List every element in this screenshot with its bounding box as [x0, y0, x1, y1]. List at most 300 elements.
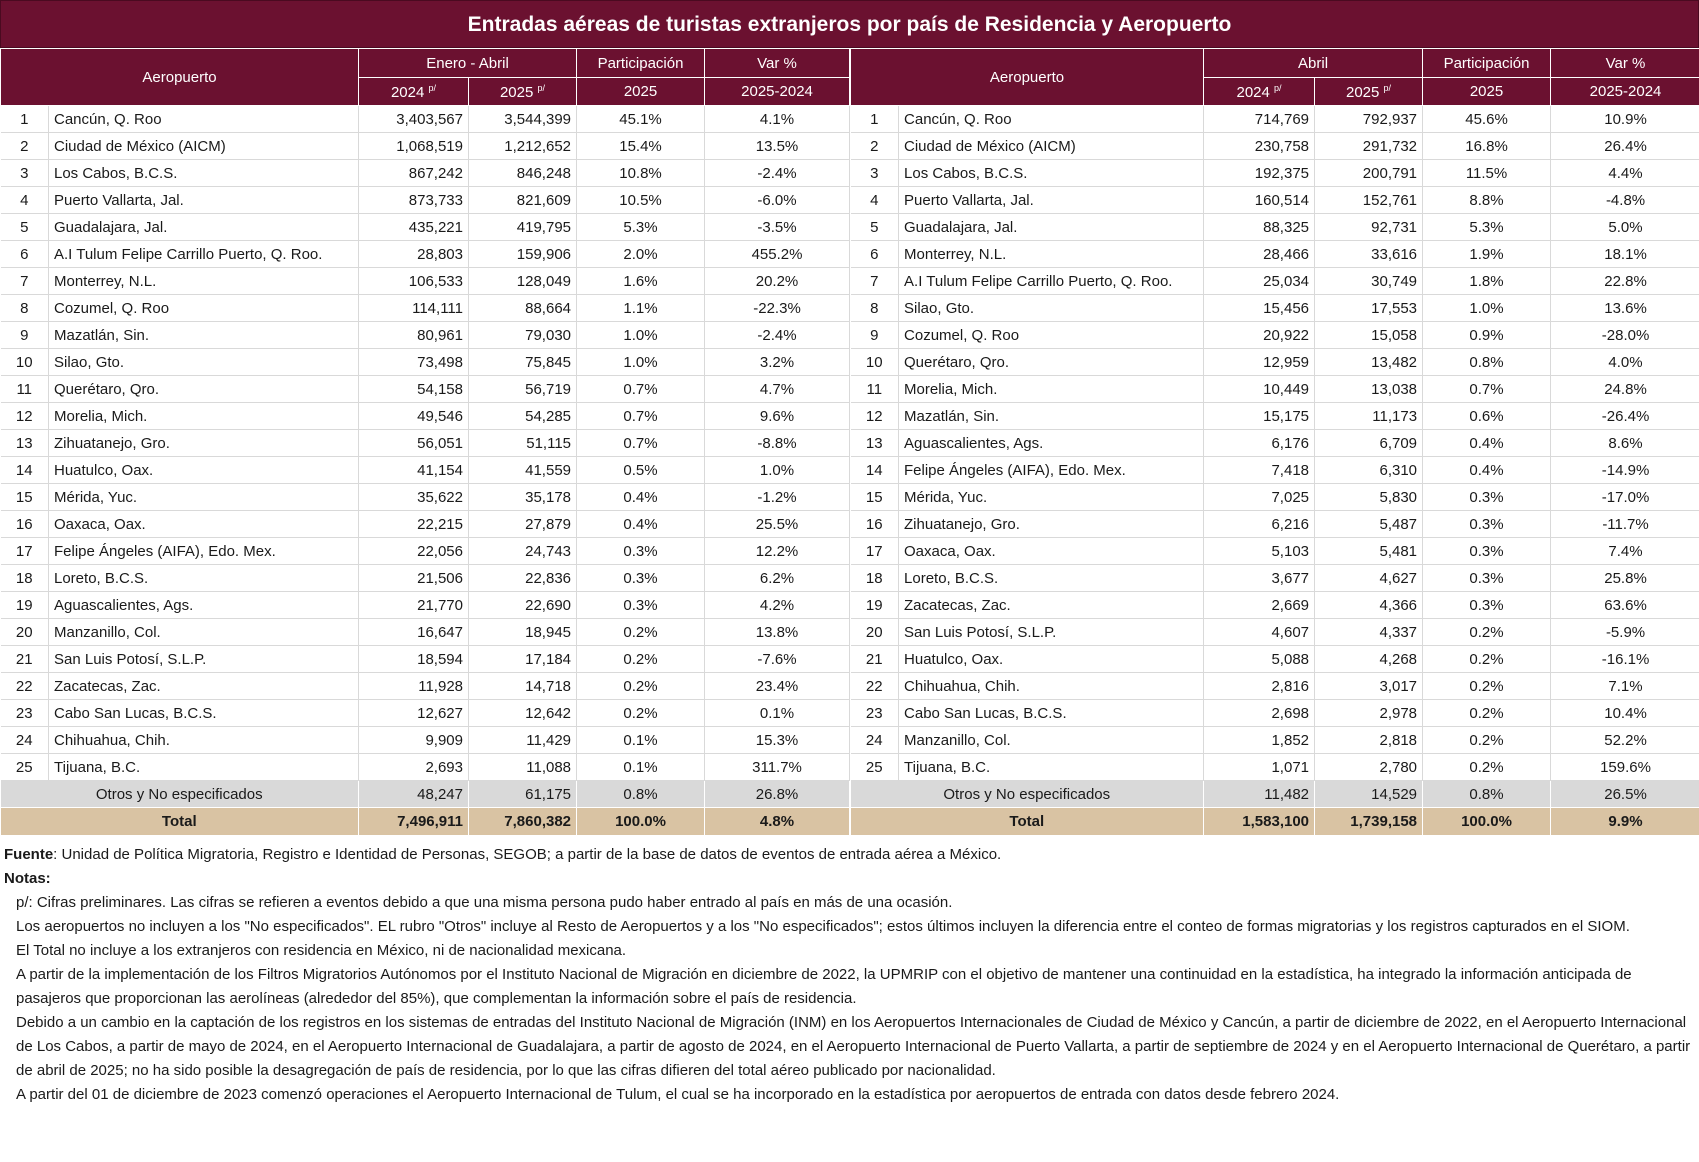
value-2025-cell: 30,749	[1315, 268, 1423, 295]
participacion-cell: 0.4%	[577, 484, 705, 511]
participacion-cell: 1.0%	[1423, 295, 1551, 322]
participacion-cell: 16.8%	[1423, 133, 1551, 160]
rank-cell: 4	[851, 187, 899, 214]
total-row	[1, 808, 850, 835]
rank-cell: 4	[1, 187, 49, 214]
rank-cell: 17	[851, 538, 899, 565]
rank-cell: 19	[851, 592, 899, 619]
participacion-cell: 11.5%	[1423, 160, 1551, 187]
value-2025-cell: 6,310	[1315, 457, 1423, 484]
table-row	[851, 592, 1699, 619]
rank-cell: 16	[851, 511, 899, 538]
value-2025-cell: 4,337	[1315, 619, 1423, 646]
airport-name-cell: Huatulco, Oax.	[49, 457, 359, 484]
var-cell: -5.9%	[1551, 619, 1699, 646]
value-2025-cell: 56,719	[469, 376, 577, 403]
rank-cell: 21	[851, 646, 899, 673]
var-cell: 13.8%	[705, 619, 850, 646]
airport-name-cell: Tijuana, B.C.	[899, 754, 1204, 781]
var-cell: 23.4%	[705, 673, 850, 700]
rank-cell: 1	[1, 106, 49, 133]
table-row	[851, 619, 1699, 646]
table-row	[1, 403, 850, 430]
airport-name-cell: A.I Tulum Felipe Carrillo Puerto, Q. Roo.	[899, 268, 1204, 295]
participacion-cell: 0.7%	[577, 376, 705, 403]
value-2024-cell: 49,546	[359, 403, 469, 430]
total-label: Total	[851, 808, 1204, 835]
col-header-2025: 2025 $^{p/}$	[1315, 78, 1423, 106]
var-cell: 9.9%	[1551, 808, 1699, 835]
table-row	[851, 754, 1699, 781]
table-row	[851, 241, 1699, 268]
table-row	[851, 214, 1699, 241]
table-row	[851, 646, 1699, 673]
value-2025-cell: 11,429	[469, 727, 577, 754]
table-row	[1, 160, 850, 187]
value-2025-cell: 35,178	[469, 484, 577, 511]
rank-cell: 23	[1, 700, 49, 727]
participacion-cell: 1.9%	[1423, 241, 1551, 268]
value-2025-cell: 12,642	[469, 700, 577, 727]
participacion-cell: 1.8%	[1423, 268, 1551, 295]
rank-cell: 12	[851, 403, 899, 430]
value-2025-cell: 41,559	[469, 457, 577, 484]
var-cell: 26.8%	[705, 781, 850, 808]
value-2025-cell: 821,609	[469, 187, 577, 214]
var-cell: 0.1%	[705, 700, 850, 727]
var-cell: 15.3%	[705, 727, 850, 754]
value-2024-cell: 3,677	[1204, 565, 1315, 592]
value-2024-cell: 1,068,519	[359, 133, 469, 160]
col-header-2025: 2025 $^{p/}$	[469, 78, 577, 106]
var-cell: -8.8%	[705, 430, 850, 457]
value-2025-cell: 11,088	[469, 754, 577, 781]
var-cell: 6.2%	[705, 565, 850, 592]
value-2024-cell: 15,175	[1204, 403, 1315, 430]
var-cell: -17.0%	[1551, 484, 1699, 511]
participacion-cell: 0.4%	[1423, 430, 1551, 457]
value-2024-cell: 21,770	[359, 592, 469, 619]
value-2025-cell: 13,482	[1315, 349, 1423, 376]
airport-name-cell: Cancún, Q. Roo	[899, 106, 1204, 133]
table-row	[851, 295, 1699, 322]
value-2025-cell: 419,795	[469, 214, 577, 241]
var-cell: -28.0%	[1551, 322, 1699, 349]
var-cell: -22.3%	[705, 295, 850, 322]
airport-name-cell: Puerto Vallarta, Jal.	[49, 187, 359, 214]
participacion-cell: 0.3%	[1423, 538, 1551, 565]
rank-cell: 10	[1, 349, 49, 376]
table-row	[851, 376, 1699, 403]
var-cell: 311.7%	[705, 754, 850, 781]
rank-cell: 11	[1, 376, 49, 403]
value-2024-cell: 22,056	[359, 538, 469, 565]
value-2025-cell: 24,743	[469, 538, 577, 565]
tables-container	[0, 48, 1699, 835]
value-2024-cell: 5,103	[1204, 538, 1315, 565]
note-line: A partir de la implementación de los Filtros Migratorios Autónomos por el Instituto Nacional de Migración en diciembre de 2022, la UPMRIP con el objetivo de mantener una continuidad en la estadística, ha integrado la información anticipada de pasajeros que proporcionan las aerolíneas (alrededor del 85%), que complementan la información sobre el país de residencia.	[16, 965, 1632, 1007]
table-row	[1, 376, 850, 403]
notes-label: Notas:	[4, 869, 51, 887]
rank-cell: 1	[851, 106, 899, 133]
airport-name-cell: Tijuana, B.C.	[49, 754, 359, 781]
participacion-cell: 1.6%	[577, 268, 705, 295]
col-header-participacion-year: 2025	[1423, 78, 1551, 106]
participacion-cell: 0.2%	[1423, 673, 1551, 700]
value-2024-cell: 2,693	[359, 754, 469, 781]
value-2024-cell: 435,221	[359, 214, 469, 241]
airport-name-cell: Cancún, Q. Roo	[49, 106, 359, 133]
source-note	[4, 843, 1695, 867]
var-cell: 4.0%	[1551, 349, 1699, 376]
table-row	[851, 727, 1699, 754]
airport-name-cell: Mérida, Yuc.	[899, 484, 1204, 511]
var-cell: -14.9%	[1551, 457, 1699, 484]
participacion-cell: 0.3%	[1423, 565, 1551, 592]
var-cell: -1.2%	[705, 484, 850, 511]
source-label: Fuente	[4, 845, 54, 863]
airport-name-cell: Chihuahua, Chih.	[899, 673, 1204, 700]
var-cell: 4.4%	[1551, 160, 1699, 187]
participacion-cell: 0.1%	[577, 754, 705, 781]
rank-cell: 15	[851, 484, 899, 511]
rank-cell: 24	[851, 727, 899, 754]
col-header-participacion-year: 2025	[577, 78, 705, 106]
note-line: El Total no incluye a los extranjeros con residencia en México, ni de nacionalidad mexicana.	[16, 941, 627, 959]
airport-name-cell: Cozumel, Q. Roo	[49, 295, 359, 322]
value-2025-cell: 2,818	[1315, 727, 1423, 754]
rank-cell: 9	[1, 322, 49, 349]
col-header-var-range: 2025-2024	[1551, 78, 1699, 106]
airport-name-cell: Aguascalientes, Ags.	[899, 430, 1204, 457]
participacion-cell: 0.4%	[1423, 457, 1551, 484]
rank-cell: 14	[851, 457, 899, 484]
participacion-cell: 0.4%	[577, 511, 705, 538]
airport-name-cell: San Luis Potosí, S.L.P.	[899, 619, 1204, 646]
airport-name-cell: Oaxaca, Oax.	[49, 511, 359, 538]
value-2024-cell: 73,498	[359, 349, 469, 376]
table-enero-abril	[0, 48, 850, 835]
table-row	[851, 484, 1699, 511]
rank-cell: 19	[1, 592, 49, 619]
table-row	[851, 187, 1699, 214]
airport-name-cell: Aguascalientes, Ags.	[49, 592, 359, 619]
participacion-cell: 0.3%	[1423, 592, 1551, 619]
participacion-cell: 45.6%	[1423, 106, 1551, 133]
var-cell: 25.5%	[705, 511, 850, 538]
value-2024-cell: 22,215	[359, 511, 469, 538]
participacion-cell: 0.2%	[577, 619, 705, 646]
col-header-period: Abril	[1204, 49, 1423, 78]
col-header-var-range: 2025-2024	[705, 78, 850, 106]
col-header-2024: 2024 $^{p/}$	[1204, 78, 1315, 106]
rank-cell: 18	[851, 565, 899, 592]
airport-name-cell: Puerto Vallarta, Jal.	[899, 187, 1204, 214]
rank-cell: 22	[851, 673, 899, 700]
value-2025-cell: 4,366	[1315, 592, 1423, 619]
participacion-cell: 0.3%	[577, 538, 705, 565]
table-row	[1, 187, 850, 214]
participacion-cell: 0.6%	[1423, 403, 1551, 430]
value-2025-cell: 33,616	[1315, 241, 1423, 268]
value-2024-cell: 867,242	[359, 160, 469, 187]
airport-name-cell: Monterrey, N.L.	[49, 268, 359, 295]
value-2024-cell: 2,669	[1204, 592, 1315, 619]
airport-name-cell: Cabo San Lucas, B.C.S.	[49, 700, 359, 727]
airport-name-cell: Felipe Ángeles (AIFA), Edo. Mex.	[899, 457, 1204, 484]
airport-name-cell: Zihuatanejo, Gro.	[899, 511, 1204, 538]
airport-name-cell: Ciudad de México (AICM)	[899, 133, 1204, 160]
rank-cell: 18	[1, 565, 49, 592]
value-2024-cell: 16,647	[359, 619, 469, 646]
source-text: : Unidad de Política Migratoria, Registro e Identidad de Personas, SEGOB; a partir de la base de datos de eventos de entrada aérea a México.	[53, 845, 1002, 863]
airport-name-cell: Oaxaca, Oax.	[899, 538, 1204, 565]
rank-cell: 14	[1, 457, 49, 484]
value-2024-cell: 6,176	[1204, 430, 1315, 457]
value-2024-cell: 7,418	[1204, 457, 1315, 484]
var-cell: 13.6%	[1551, 295, 1699, 322]
var-cell: 5.0%	[1551, 214, 1699, 241]
table-row	[851, 160, 1699, 187]
participacion-cell: 0.3%	[577, 592, 705, 619]
var-cell: -16.1%	[1551, 646, 1699, 673]
notes-section	[0, 835, 1699, 1107]
var-cell: 63.6%	[1551, 592, 1699, 619]
value-2025-cell: 3,017	[1315, 673, 1423, 700]
table-row	[851, 430, 1699, 457]
var-cell: -11.7%	[1551, 511, 1699, 538]
otros-row	[1, 781, 850, 808]
col-header-participacion: Participación	[577, 49, 705, 78]
participacion-cell: 1.0%	[577, 322, 705, 349]
rank-cell: 7	[1, 268, 49, 295]
participacion-cell: 0.2%	[1423, 727, 1551, 754]
value-2024-cell: 10,449	[1204, 376, 1315, 403]
value-2025-cell: 846,248	[469, 160, 577, 187]
airport-name-cell: Silao, Gto.	[899, 295, 1204, 322]
rank-cell: 17	[1, 538, 49, 565]
value-2024-cell: 11,928	[359, 673, 469, 700]
value-2025-cell: 291,732	[1315, 133, 1423, 160]
total-label: Total	[1, 808, 359, 835]
participacion-cell: 0.5%	[577, 457, 705, 484]
col-header-var: Var %	[1551, 49, 1699, 78]
rank-cell: 5	[1, 214, 49, 241]
participacion-cell: 0.2%	[577, 700, 705, 727]
var-cell: -3.5%	[705, 214, 850, 241]
var-cell: 9.6%	[705, 403, 850, 430]
value-2024-cell: 12,627	[359, 700, 469, 727]
value-2024-cell: 714,769	[1204, 106, 1315, 133]
value-2025-cell: 79,030	[469, 322, 577, 349]
otros-label: Otros y No especificados	[1, 781, 359, 808]
value-2025-cell: 200,791	[1315, 160, 1423, 187]
airport-name-cell: Loreto, B.C.S.	[899, 565, 1204, 592]
table-row	[1, 295, 850, 322]
participacion-cell: 0.2%	[577, 673, 705, 700]
airport-name-cell: Los Cabos, B.C.S.	[49, 160, 359, 187]
value-2025-cell: 7,860,382	[469, 808, 577, 835]
var-cell: -7.6%	[705, 646, 850, 673]
participacion-cell: 0.8%	[1423, 349, 1551, 376]
var-cell: -6.0%	[705, 187, 850, 214]
airport-name-cell: Manzanillo, Col.	[899, 727, 1204, 754]
rank-cell: 3	[1, 160, 49, 187]
value-2024-cell: 28,466	[1204, 241, 1315, 268]
rank-cell: 3	[851, 160, 899, 187]
table-row	[1, 619, 850, 646]
value-2025-cell: 92,731	[1315, 214, 1423, 241]
rank-cell: 23	[851, 700, 899, 727]
value-2025-cell: 14,718	[469, 673, 577, 700]
value-2024-cell: 18,594	[359, 646, 469, 673]
airport-name-cell: Huatulco, Oax.	[899, 646, 1204, 673]
rank-cell: 25	[1, 754, 49, 781]
participacion-cell: 5.3%	[1423, 214, 1551, 241]
var-cell: 25.8%	[1551, 565, 1699, 592]
value-2024-cell: 873,733	[359, 187, 469, 214]
airport-name-cell: Mazatlán, Sin.	[49, 322, 359, 349]
airport-name-cell: Morelia, Mich.	[49, 403, 359, 430]
value-2025-cell: 5,830	[1315, 484, 1423, 511]
value-2025-cell: 4,627	[1315, 565, 1423, 592]
rank-cell: 2	[851, 133, 899, 160]
value-2025-cell: 54,285	[469, 403, 577, 430]
var-cell: 3.2%	[705, 349, 850, 376]
otros-label: Otros y No especificados	[851, 781, 1204, 808]
var-cell: 24.8%	[1551, 376, 1699, 403]
note-line: A partir del 01 de diciembre de 2023 comenzó operaciones el Aeropuerto Internacional de Tulum, el cual se ha incorporado en la estadística por aeropuertos de entrada con datos desde febrero 2024.	[16, 1085, 1340, 1103]
airport-name-cell: Guadalajara, Jal.	[899, 214, 1204, 241]
var-cell: -4.8%	[1551, 187, 1699, 214]
value-2025-cell: 152,761	[1315, 187, 1423, 214]
airport-name-cell: Zihuatanejo, Gro.	[49, 430, 359, 457]
value-2025-cell: 5,487	[1315, 511, 1423, 538]
value-2024-cell: 106,533	[359, 268, 469, 295]
value-2025-cell: 88,664	[469, 295, 577, 322]
table-row	[1, 133, 850, 160]
var-cell: 12.2%	[705, 538, 850, 565]
participacion-cell: 0.3%	[577, 565, 705, 592]
value-2024-cell: 1,583,100	[1204, 808, 1315, 835]
var-cell: -2.4%	[705, 322, 850, 349]
participacion-cell: 100.0%	[577, 808, 705, 835]
value-2024-cell: 160,514	[1204, 187, 1315, 214]
table-row	[1, 673, 850, 700]
value-2025-cell: 159,906	[469, 241, 577, 268]
table-abril	[850, 48, 1699, 835]
table-row	[1, 268, 850, 295]
col-header-aeropuerto: Aeropuerto	[1, 49, 359, 106]
note-line: Debido a un cambio en la captación de los registros en los sistemas de entradas del Instituto Nacional de Migración (INM) en los Aeropuertos Internacionales de Ciudad de México y Cancún, a partir de diciembre de 2022, en el Aeropuerto Internacional de Los Cabos, a partir de mayo de 2024, en el Aeropuerto Internacional de Guadalajara, a partir de agosto de 2024, en el Aeropuerto Internacional de Puerto Vallarta, a partir de septiembre de 2024 y en el Aeropuerto Internacional de Querétaro, a partir de abril de 2025; no ha sido posible la desagregación de país de residencia, por lo que las cifras difieren del total aéreo publicado por nacionalidad.	[16, 1013, 1691, 1079]
value-2025-cell: 75,845	[469, 349, 577, 376]
value-2024-cell: 25,034	[1204, 268, 1315, 295]
table-row	[1, 565, 850, 592]
rank-cell: 9	[851, 322, 899, 349]
airport-name-cell: Chihuahua, Chih.	[49, 727, 359, 754]
value-2025-cell: 22,690	[469, 592, 577, 619]
rank-cell: 2	[1, 133, 49, 160]
airport-name-cell: Monterrey, N.L.	[899, 241, 1204, 268]
value-2024-cell: 114,111	[359, 295, 469, 322]
participacion-cell: 2.0%	[577, 241, 705, 268]
table-row	[851, 565, 1699, 592]
var-cell: 26.4%	[1551, 133, 1699, 160]
var-cell: 4.1%	[705, 106, 850, 133]
value-2024-cell: 7,025	[1204, 484, 1315, 511]
var-cell: 4.2%	[705, 592, 850, 619]
value-2024-cell: 54,158	[359, 376, 469, 403]
table-row	[851, 673, 1699, 700]
table-row	[1, 538, 850, 565]
rank-cell: 7	[851, 268, 899, 295]
rank-cell: 6	[1, 241, 49, 268]
value-2025-cell: 128,049	[469, 268, 577, 295]
value-2024-cell: 12,959	[1204, 349, 1315, 376]
airport-name-cell: Ciudad de México (AICM)	[49, 133, 359, 160]
value-2024-cell: 6,216	[1204, 511, 1315, 538]
value-2024-cell: 3,403,567	[359, 106, 469, 133]
participacion-cell: 0.3%	[1423, 511, 1551, 538]
value-2024-cell: 2,698	[1204, 700, 1315, 727]
airport-name-cell: Mazatlán, Sin.	[899, 403, 1204, 430]
airport-name-cell: Cabo San Lucas, B.C.S.	[899, 700, 1204, 727]
var-cell: 13.5%	[705, 133, 850, 160]
value-2024-cell: 7,496,911	[359, 808, 469, 835]
value-2024-cell: 35,622	[359, 484, 469, 511]
col-header-var: Var %	[705, 49, 850, 78]
airport-name-cell: Zacatecas, Zac.	[49, 673, 359, 700]
rank-cell: 15	[1, 484, 49, 511]
participacion-cell: 10.5%	[577, 187, 705, 214]
rank-cell: 12	[1, 403, 49, 430]
table-row	[1, 241, 850, 268]
participacion-cell: 5.3%	[577, 214, 705, 241]
value-2024-cell: 88,325	[1204, 214, 1315, 241]
value-2024-cell: 4,607	[1204, 619, 1315, 646]
table-row	[1, 592, 850, 619]
var-cell: 10.9%	[1551, 106, 1699, 133]
value-2025-cell: 1,739,158	[1315, 808, 1423, 835]
var-cell: 4.7%	[705, 376, 850, 403]
airport-name-cell: San Luis Potosí, S.L.P.	[49, 646, 359, 673]
participacion-cell: 0.9%	[1423, 322, 1551, 349]
airport-name-cell: Mérida, Yuc.	[49, 484, 359, 511]
var-cell: 1.0%	[705, 457, 850, 484]
note-line: Los aeropuertos no incluyen a los "No especificados". EL rubro "Otros" incluye al Resto de Aeropuertos y a los "No especificados"; estos últimos incluyen la diferencia entre el conteo de formas migratorias y los registros capturados en el SIOM.	[16, 917, 1630, 935]
value-2024-cell: 230,758	[1204, 133, 1315, 160]
rank-cell: 13	[1, 430, 49, 457]
table-row	[1, 727, 850, 754]
table-row	[851, 322, 1699, 349]
value-2025-cell: 792,937	[1315, 106, 1423, 133]
value-2025-cell: 13,038	[1315, 376, 1423, 403]
airport-name-cell: Felipe Ángeles (AIFA), Edo. Mex.	[49, 538, 359, 565]
table-row	[851, 403, 1699, 430]
var-cell: 7.1%	[1551, 673, 1699, 700]
rank-cell: 21	[1, 646, 49, 673]
value-2025-cell: 11,173	[1315, 403, 1423, 430]
participacion-cell: 0.7%	[577, 403, 705, 430]
participacion-cell: 1.1%	[577, 295, 705, 322]
rank-cell: 8	[851, 295, 899, 322]
table-row	[1, 754, 850, 781]
value-2025-cell: 17,553	[1315, 295, 1423, 322]
value-2024-cell: 9,909	[359, 727, 469, 754]
airport-name-cell: Cozumel, Q. Roo	[899, 322, 1204, 349]
value-2024-cell: 28,803	[359, 241, 469, 268]
table-row	[1, 349, 850, 376]
